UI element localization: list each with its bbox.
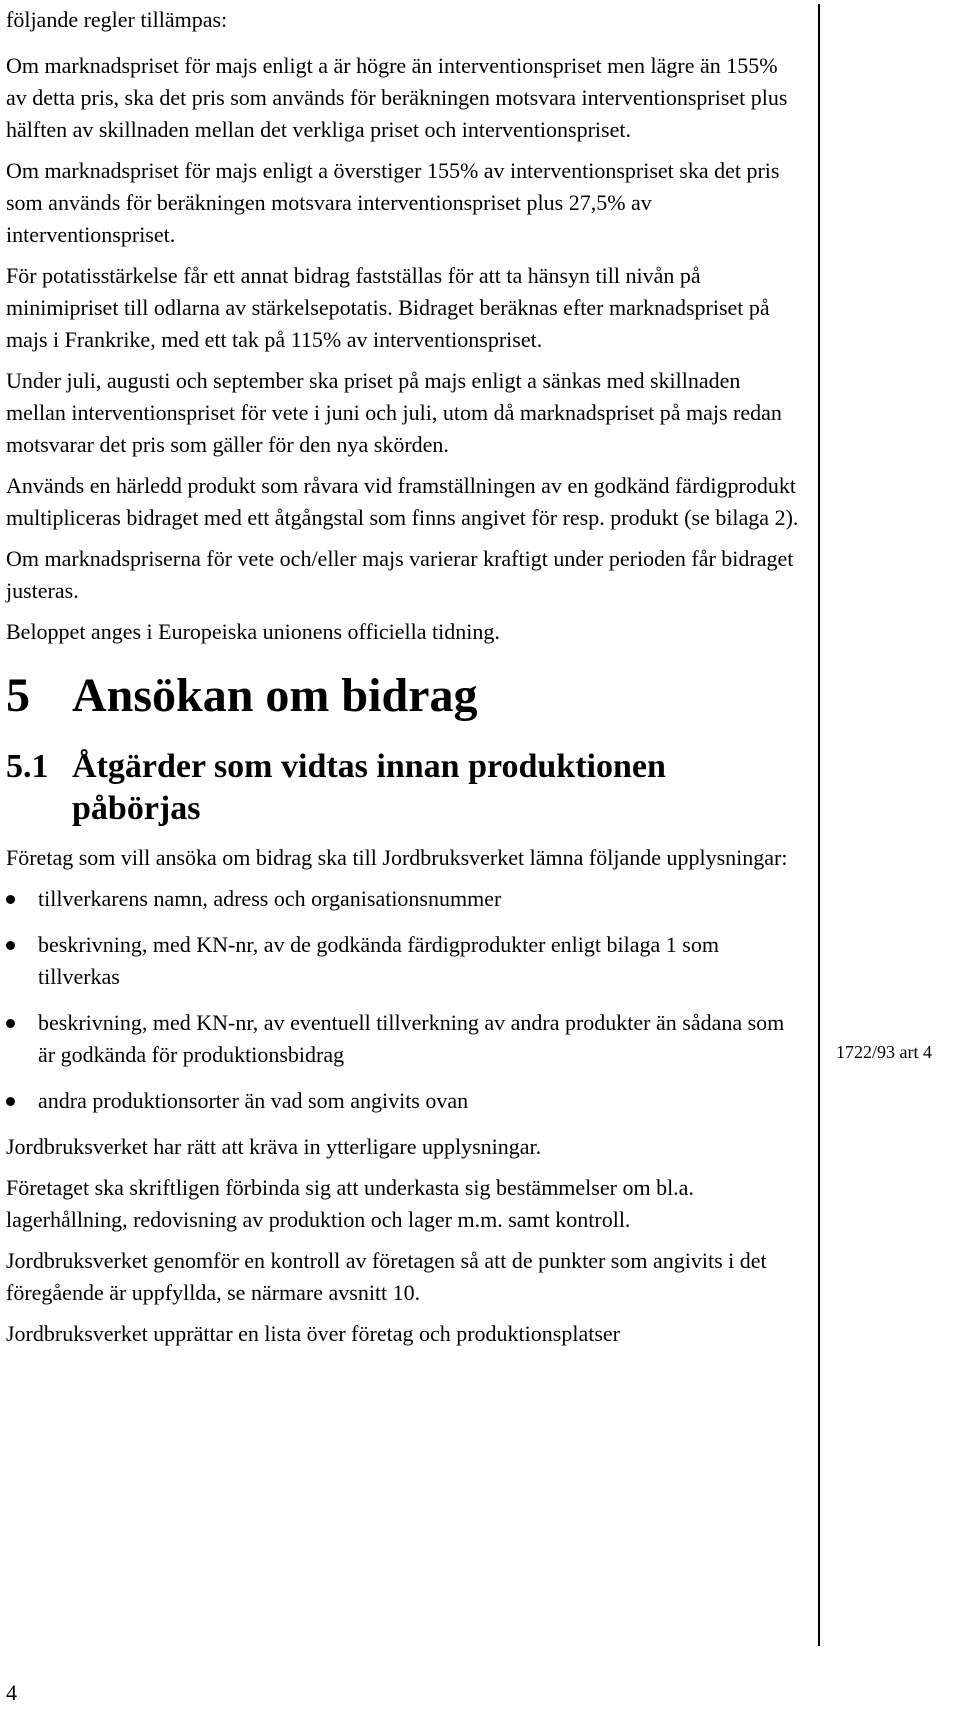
bullet-icon [6,895,15,904]
paragraph-top-6: Om marknadspriserna för vete och/eller majs varierar kraftigt under perioden får bidraget justeras. [6,546,794,603]
bullet-icon [6,1019,15,1028]
list-item [6,1007,802,1071]
paragraph-bottom-3: Jordbruksverket genomför en kontroll av företagen så att de punkter som angivits i det föregående är uppfyllda, se närmare avsnitt 10. [6,1248,767,1305]
main-column [6,4,802,1359]
paragraph-top-5: Används en härledd produkt som råvara vid framställningen av en godkänd färdigprodukt multipliceras bidraget med ett åtgångstal som finns angivet för resp. produkt (se bilaga 2). [6,473,799,530]
margin-rule [818,4,820,1646]
subsection-title: Åtgärder som vidtas innan produktionen påbörjas [72,748,666,827]
list-item [6,1085,802,1117]
list-item-text: beskrivning, med KN-nr, av de godkända färdigprodukter enligt bilaga 1 som tillverkas [38,932,719,989]
margin-reference: 1722/93 art 4 [836,1042,932,1062]
paragraph-bottom-4: Jordbruksverket upprättar en lista över företag och produktionsplatser [6,1321,620,1346]
list-item-text: andra produktionsorter än vad som angivits ovan [38,1088,469,1113]
subsection-number: 5.1 [6,748,49,785]
paragraph-bottom-2: Företaget ska skriftligen förbinda sig att underkasta sig bestämmelser om bl.a. lagerhållning, redovisning av produktion och lager m.m. samt kontroll. [6,1175,694,1232]
paragraph-top-1: Om marknadspriset för majs enligt a är högre än interventionspriset men lägre än 155% av detta pris, ska det pris som används för beräkningen motsvara interventionspriset plus hälften av skillnaden mellan det verkliga priset och interventionspriset. [6,53,788,142]
list-item [6,929,802,993]
list-item-text: beskrivning, med KN-nr, av eventuell tillverkning av andra produkter än sådana som är godkända för produktionsbidrag [38,1010,785,1067]
paragraph-top-2: Om marknadspriset för majs enligt a överstiger 155% av interventionspriset ska det pris som används för beräkningen motsvara interventionspriset plus 27,5% av interventionspriset. [6,158,780,247]
list-item-text: tillverkarens namn, adress och organisationsnummer [38,886,502,911]
intro-text: följande regler tillämpas: [6,7,228,32]
section-heading [6,668,802,724]
section-number: 5 [6,669,30,722]
section-title: Ansökan om bidrag [72,669,478,722]
lead-paragraph: Företag som vill ansöka om bidrag ska till Jordbruksverket lämna följande upplysningar: [6,845,788,870]
paragraph-bottom-1: Jordbruksverket har rätt att kräva in ytterligare upplysningar. [6,1134,542,1159]
page-number: 4 [6,1680,17,1705]
paragraph-top-7: Beloppet anges i Europeiska unionens officiella tidning. [6,619,500,644]
paragraph-top-4: Under juli, augusti och september ska priset på majs enligt a sänkas med skillnaden mellan interventionspriset för vete i juni och juli, utom då marknadspriset på majs redan motsvarar det pris som gäller för den nya skörden. [6,368,782,457]
subsection-heading [6,746,802,830]
bullet-icon [6,941,15,950]
paragraph-top-3: För potatisstärkelse får ett annat bidrag fastställas för att ta hänsyn till nivån på minimipriset till odlarna av stärkelsepotatis. Bidraget beräknas efter marknadspriset på majs i Frankrike, med ett tak på 115% av interventionspriset. [6,263,770,352]
requirements-list [6,883,802,1117]
bullet-icon [6,1097,15,1106]
list-item [6,883,802,915]
